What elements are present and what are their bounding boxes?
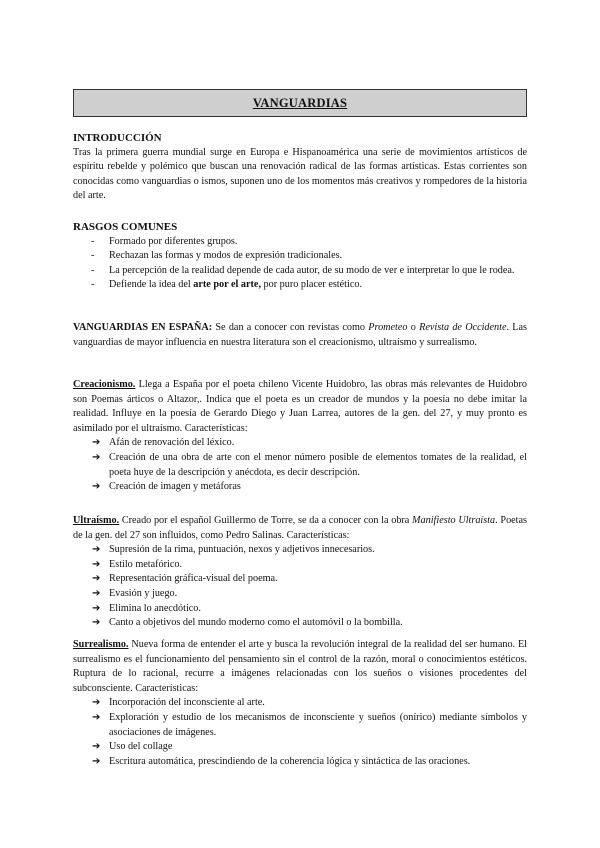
list-item — [73, 572, 527, 587]
paragraph-text: . Poetas de la gen. del 27 son influidos, como Pedro Salinas. Características: — [73, 515, 527, 541]
arrow-icon: ➔ — [92, 617, 101, 629]
item-text: Defiende la idea del — [109, 279, 194, 291]
arrow-icon: ➔ — [92, 451, 101, 463]
arrow-icon: ➔ — [92, 755, 101, 767]
arrow-icon: ➔ — [92, 602, 101, 614]
surrealismo-section — [73, 638, 527, 769]
list-item: - Formado por diferentes grupos. — [73, 235, 527, 250]
item-text: por puro placer estético. — [261, 279, 362, 291]
item-text: Estilo metafórico. — [109, 558, 182, 570]
espana-section — [73, 321, 527, 350]
list-item — [73, 755, 527, 770]
ultraismo-list — [73, 543, 527, 631]
creacionismo-list — [73, 436, 527, 494]
paragraph-text: Llega a España por el poeta chileno Vicente Huidobro, las obras más relevantes de Huidobro son Poemas árticos o Altazor,. Indica que el poeta es un creador de mundos y la poesía no debe imitar la realidad. Influye en la poesía de Gerardo Diego y Juan Larrea, autores de la gen. del 27, y muy pronto es asimilado por el ultraísmo. Características: — [73, 379, 527, 434]
list-item — [73, 480, 527, 495]
list-item — [73, 602, 527, 617]
list-item — [73, 587, 527, 602]
arrow-icon: ➔ — [92, 711, 101, 723]
intro-paragraph: Tras la primera guerra mundial surge en Europa e Hispanoamérica una serie de movimientos artísticos de espíritu rebelde y polémico que buscan una renovación radical de las formas artísticas. Estas corrientes son conocidas como vanguardias o ismos, suponen uno de los momentos más creativos y rompedores de la historia del arte. — [73, 146, 527, 202]
arrow-icon: ➔ — [92, 573, 101, 585]
creacionismo-section — [73, 378, 527, 495]
item-text: Creación de imagen y metáforas — [109, 481, 241, 493]
list-item — [73, 711, 527, 740]
arrow-icon: ➔ — [92, 437, 101, 449]
item-text: Incorporación del inconsciente al arte. — [109, 697, 265, 709]
creacionismo-paragraph — [73, 378, 527, 436]
list-item — [73, 436, 527, 451]
arrow-icon: ➔ — [92, 558, 101, 570]
item-bold-text: arte por el arte, — [193, 279, 261, 291]
list-item — [73, 616, 527, 631]
surrealismo-list — [73, 696, 527, 769]
intro-heading: INTRODUCCIÓN — [73, 132, 162, 144]
item-text: Creación de una obra de arte con el menor número posible de elementos tomates de la realidad, el poeta huye de la descripción y anécdota, es decir descripción. — [109, 451, 527, 478]
item-text: Representación gráfica-visual del poema. — [109, 573, 278, 585]
item-text: Exploración y estudio de los mecanismos de inconsciente y sueños (onírico) mediante símbolos y asociaciones de imágenes. — [109, 711, 527, 738]
arrow-icon: ➔ — [92, 587, 101, 599]
item-text: Supresión de la rima, puntuación, nexos y adjetivos innecesarios. — [109, 544, 375, 556]
paragraph-text: Creado por el español Guillermo de Torre, se da a conocer con la obra — [119, 515, 413, 526]
rasgos-list — [73, 235, 527, 293]
document-page — [73, 89, 527, 117]
espana-heading: VANGUARDIAS EN ESPAÑA: — [73, 322, 213, 333]
intro-section — [73, 131, 527, 204]
magazine-title: Revista de Occidente — [419, 322, 507, 333]
list-item — [73, 543, 527, 558]
ultraismo-paragraph — [73, 514, 527, 543]
ultraismo-heading: Ultraísmo. — [73, 515, 120, 526]
arrow-icon: ➔ — [92, 481, 101, 493]
surrealismo-paragraph — [73, 638, 527, 696]
paragraph-text: Nueva forma de entender el arte y busca la revolución integral de la realidad del ser humano. El surrealismo es el funcionamiento del pensamiento sin el control de la razón, moral o conocimientos estéticos. Ruptura de lo racional, recurre a imágenes relacionadas con los sueños o visiones procedentes del subconsciente. Características: — [73, 639, 527, 694]
title-box — [73, 89, 527, 117]
list-item — [73, 278, 527, 293]
creacionismo-heading: Creacionismo. — [73, 379, 136, 390]
work-title: Manifiesto Ultraísta — [412, 515, 496, 526]
list-item — [73, 451, 527, 480]
rasgos-heading: RASGOS COMUNES — [73, 221, 178, 233]
magazine-title: Prometeo — [368, 322, 408, 333]
page-title: VANGUARDIAS — [252, 95, 348, 110]
rasgos-section — [73, 220, 527, 293]
list-item — [73, 740, 527, 755]
item-text: Uso del collage — [109, 741, 173, 753]
paragraph-text: Se dan a conocer con revistas como — [212, 322, 369, 333]
list-item: - Rechazan las formas y modos de expresión tradicionales. — [73, 249, 527, 264]
ultraismo-section — [73, 514, 527, 631]
item-text: Elimina lo anecdótico. — [109, 602, 201, 614]
paragraph-text: o — [407, 322, 420, 333]
paragraph-text: . Las vanguardias de mayor influencia en nuestra literatura son el creacionismo, ultraísmo y surrealismo. — [73, 322, 528, 348]
surrealismo-heading: Surrealismo. — [73, 639, 129, 650]
arrow-icon: ➔ — [92, 741, 101, 753]
list-item: - La percepción de la realidad depende de cada autor, de su modo de ver e interpretar lo que le rodea. — [73, 264, 527, 279]
arrow-icon: ➔ — [92, 544, 101, 556]
list-item — [73, 696, 527, 711]
arrow-icon: ➔ — [92, 697, 101, 709]
item-text: Afán de renovación del léxico. — [109, 437, 235, 449]
item-text: Escritura automática, prescindiendo de la coherencia lógica y sintáctica de las oraciones. — [109, 755, 471, 767]
item-text: Evasión y juego. — [109, 587, 178, 599]
item-text: Canto a objetivos del mundo moderno como el automóvil o la bombilla. — [109, 617, 403, 629]
list-item — [73, 558, 527, 573]
espana-paragraph — [73, 321, 527, 350]
